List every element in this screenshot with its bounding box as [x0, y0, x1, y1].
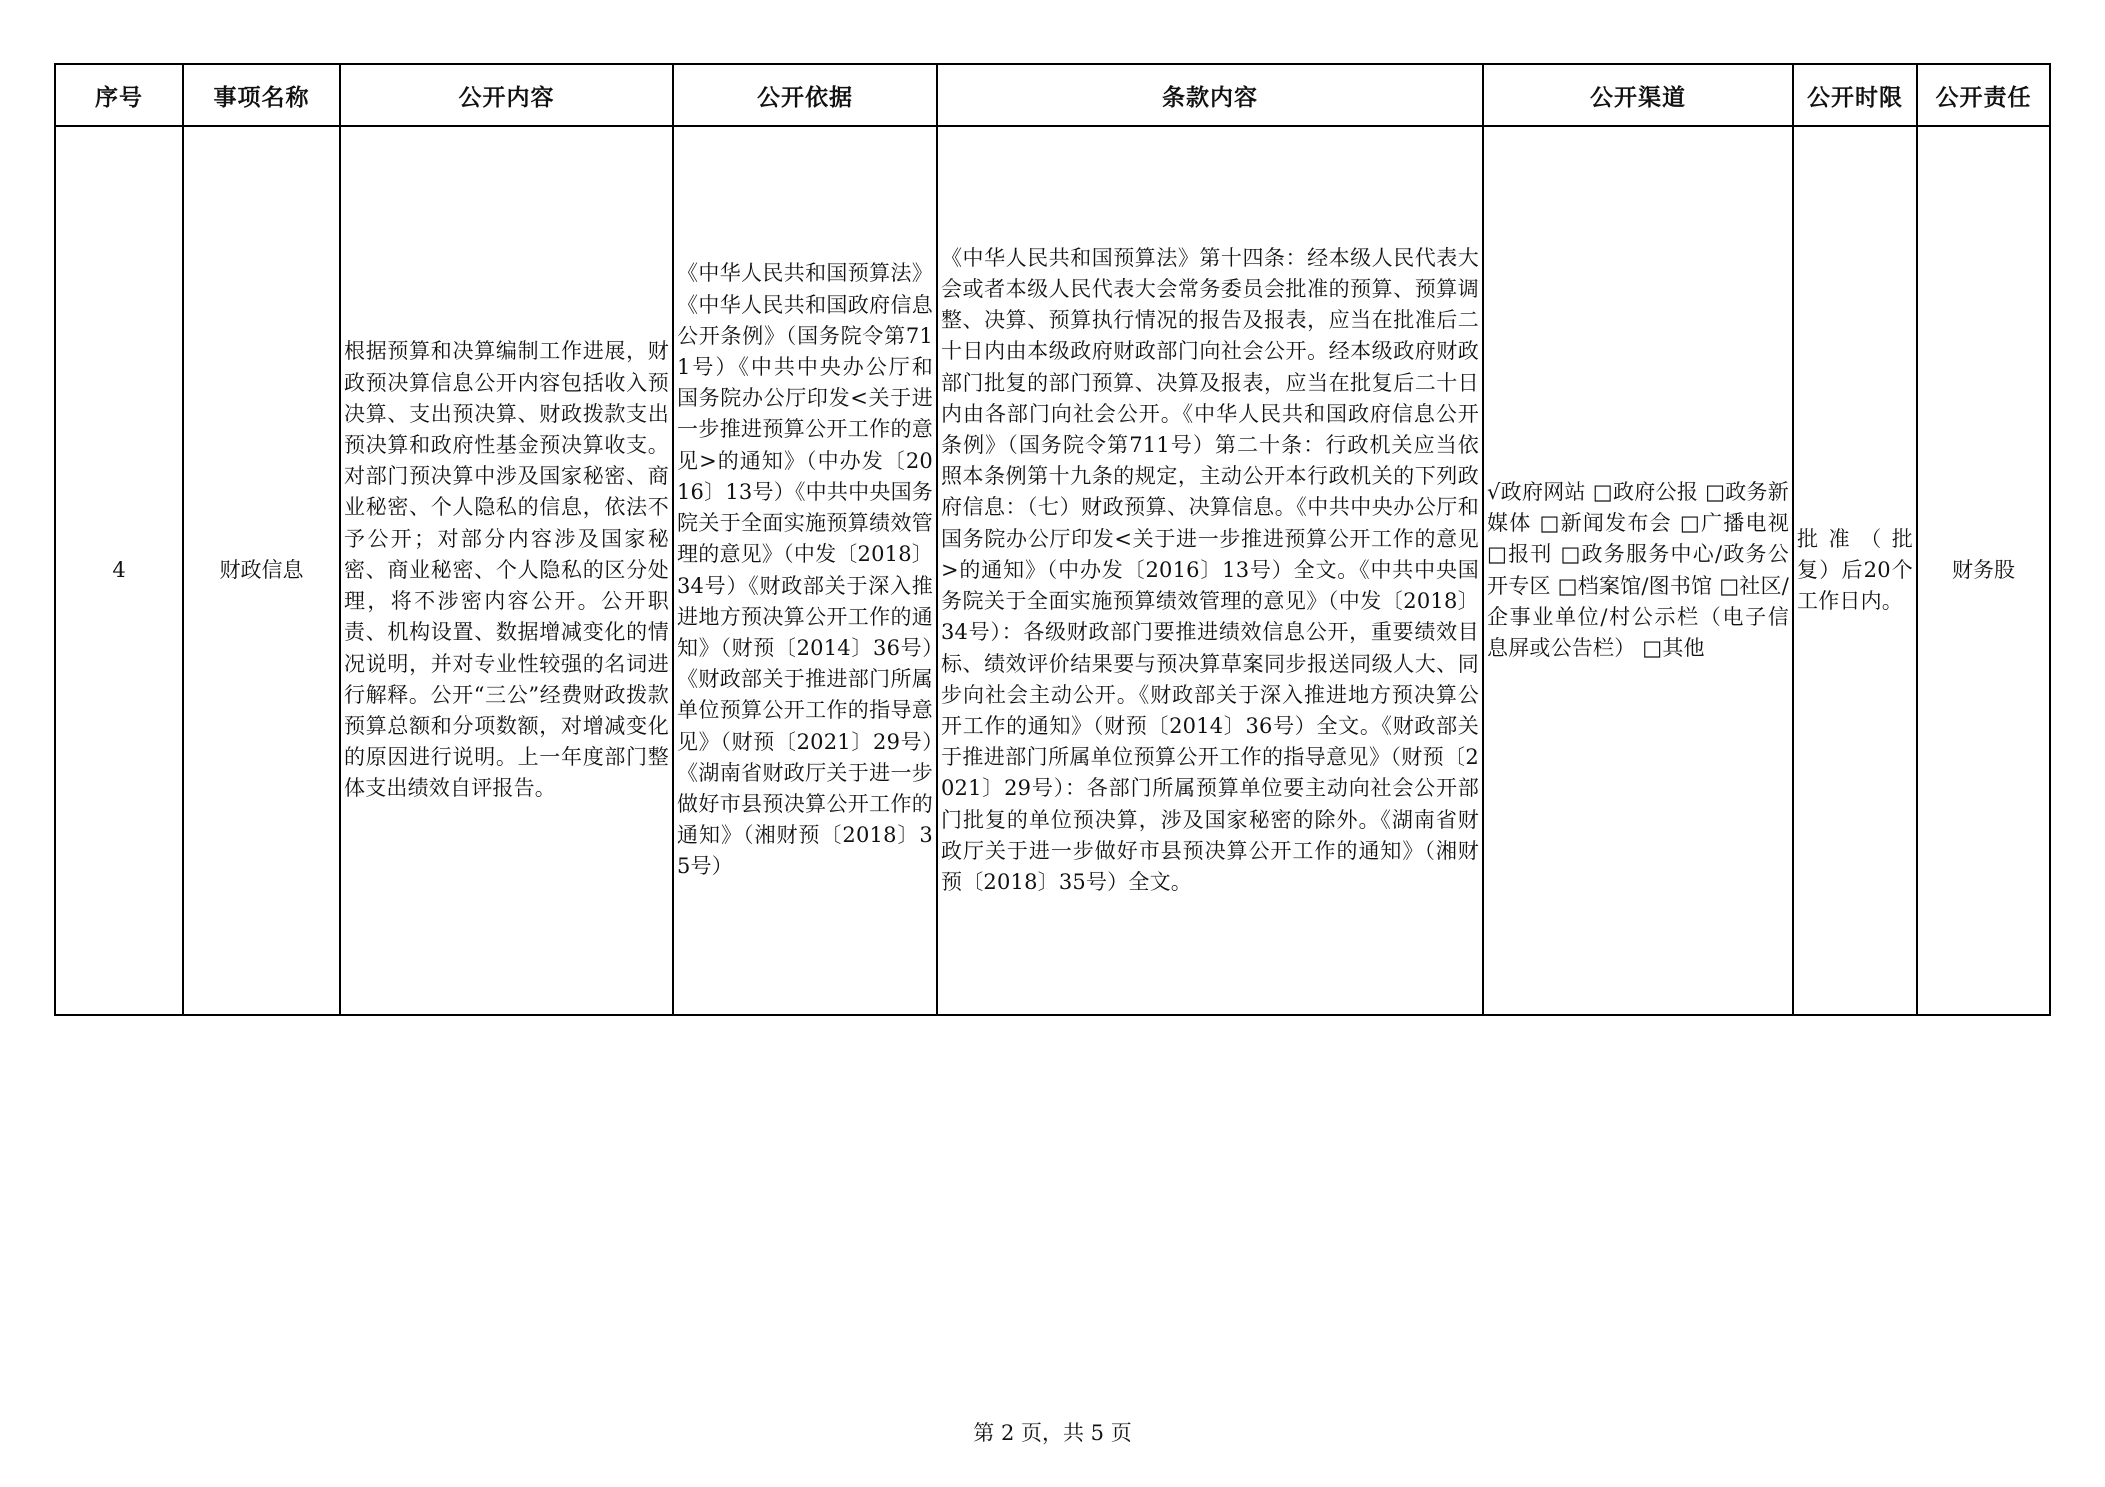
header-basis: 公开依据	[673, 64, 937, 126]
cell-item-name: 财政信息	[183, 126, 340, 1015]
content-text: 根据预算和决算编制工作进展，财政预决算信息公开内容包括收入预决算、支出预决算、财政拨款支出预决算和政府性基金预决算收支。对部门预决算中涉及国家秘密、商业秘密、个人隐私的信息，依法不予公开；对部分内容涉及国家秘密、商业秘密、个人隐私的区分处理，将不涉密内容公开。公开职责、机构设置、数据增减变化的情况说明，并对专业性较强的名词进行解释。公开“三公”经费财政拨款预算总额和分项数额，对增减变化的原因进行说明。上一年度部门整体支出绩效自评报告。	[344, 339, 669, 801]
cell-content	[340, 126, 673, 1015]
header-time-limit: 公开时限	[1793, 64, 1917, 126]
header-item-name: 事项名称	[183, 64, 340, 126]
table-row	[55, 126, 2050, 1015]
header-channel: 公开渠道	[1483, 64, 1793, 126]
header-responsibility: 公开责任	[1917, 64, 2050, 126]
cell-basis	[673, 126, 937, 1015]
channel-text: √政府网站 □政府公报 □政务新媒体 □新闻发布会 □广播电视 □报刊 □政务服务中心/政务公开专区 □档案馆/图书馆 □社区/企事业单位/村公示栏（电子信息屏或公告栏） □其他	[1487, 479, 1789, 660]
clause-text: 《中华人民共和国预算法》第十四条：经本级人民代表大会或者本级人民代表大会常务委员会批准的预算、预算调整、决算、预算执行情况的报告及报表，应当在批准后二十日内由本级政府财政部门向社会公开。经本级政府财政部门批复的部门预算、决算及报表，应当在批复后二十日内由各部门向社会公开。《中华人民共和国政府信息公开条例》（国务院令第711号）第二十条：行政机关应当依照本条例第十九条的规定，主动公开本行政机关的下列政府信息：（七）财政预算、决算信息。《中共中央办公厅和国务院办公厅印发<关于进一步推进预算公开工作的意见>的通知》（中办发〔2016〕13号）全文。《中共中央国务院关于全面实施预算绩效管理的意见》（中发〔2018〕34号）：各级财政部门要推进绩效信息公开，重要绩效目标、绩效评价结果要与预决算草案同步报送同级人大、同步向社会主动公开。《财政部关于深入推进地方预决算公开工作的通知》（财预〔2014〕36号）全文。《财政部关于推进部门所属单位预算公开工作的指导意见》（财预〔2021〕29号）：各部门所属预算单位要主动向社会公开部门批复的单位预决算，涉及国家秘密的除外。《湖南省财政厅关于进一步做好市县预决算公开工作的通知》（湘财预〔2018〕35号）全文。	[941, 245, 1479, 894]
header-clause: 条款内容	[937, 64, 1483, 126]
cell-index: 4	[55, 126, 183, 1015]
cell-clause	[937, 126, 1483, 1015]
cell-channel	[1483, 126, 1793, 1015]
disclosure-table	[54, 63, 2051, 1016]
cell-responsibility: 财务股	[1917, 126, 2050, 1015]
time-limit-text: 批准（批复）后20个工作日内。	[1797, 526, 1913, 614]
header-content: 公开内容	[340, 64, 673, 126]
page-footer: 第 2 页，共 5 页	[973, 1421, 1132, 1445]
cell-time-limit	[1793, 126, 1917, 1015]
disclosure-sheet	[54, 63, 2049, 1016]
header-row	[55, 64, 2050, 126]
header-index: 序号	[55, 64, 183, 126]
basis-text: 《中华人民共和国预算法》《中华人民共和国政府信息公开条例》（国务院令第711号）《中共中央办公厅和国务院办公厅印发<关于进一步推进预算公开工作的意见>的通知》（中办发〔2016〕13号）《中共中央国务院关于全面实施预算绩效管理的意见》（中发〔2018〕34号）《财政部关于深入推进地方预决算公开工作的通知》（财预〔2014〕36号）《财政部关于推进部门所属单位预算公开工作的指导意见》（财预〔2021〕29号）《湖南省财政厅关于进一步做好市县预决算公开工作的通知》（湘财预〔2018〕35号）	[677, 261, 933, 879]
